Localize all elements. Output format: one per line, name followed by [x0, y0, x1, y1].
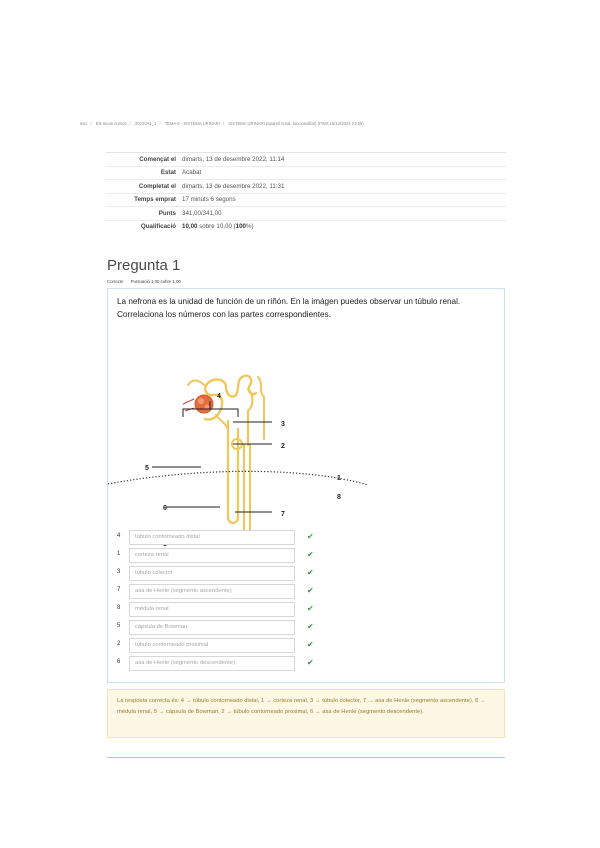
summary-label: Començat el [139, 155, 176, 163]
summary-row [106, 207, 506, 221]
question-meta [107, 279, 181, 284]
answer-number: 8 [117, 605, 121, 611]
answer-select[interactable]: corteza renal [129, 548, 295, 563]
breadcrumb-item-quiz[interactable]: SISTEMA URINARI (aparell renal, funcionalitat) (FINS 15/12/2022 23:55) [228, 121, 364, 126]
breadcrumb-item-course[interactable]: 2022VA1_1 [134, 121, 157, 126]
summary-value: dimarts, 13 de desembre 2022, 11:14 [182, 155, 285, 163]
attempt-summary-table [106, 152, 506, 233]
question-status: Correcte [107, 279, 124, 284]
breadcrumb: Inici / Els meus cursos / 2022VA1_1 / TEMA 8 - SISTEMA URINARI / SISTEMA URINARI (aparell renal, funcionalitat) (FINS 15/12/2022 23:55) [80, 121, 364, 126]
diagram-label-8: 8 [337, 494, 341, 501]
breadcrumb-item-topic[interactable]: TEMA 8 - SISTEMA URINARI [164, 121, 220, 126]
summary-value: Acabat [182, 169, 202, 177]
check-icon: ✔ [307, 604, 314, 613]
summary-row [106, 194, 506, 208]
check-icon: ✔ [307, 640, 314, 649]
answer-select[interactable]: túbulo contorneado distal [129, 530, 295, 545]
check-icon: ✔ [307, 532, 314, 541]
answer-select[interactable]: túbulo colector [129, 566, 295, 581]
summary-label: Qualificació [140, 223, 176, 231]
summary-label: Punts [158, 209, 176, 217]
check-icon: ✔ [307, 586, 314, 595]
section-divider [107, 757, 505, 758]
summary-row [106, 153, 506, 167]
check-icon: ✔ [307, 622, 314, 631]
answer-number: 5 [117, 623, 121, 629]
summary-label: Temps emprat [134, 196, 176, 204]
summary-value: 341,00/341,00 [182, 209, 222, 217]
diagram-label-2: 2 [281, 443, 285, 450]
answer-select[interactable]: asa de Henle (segmento ascendente) [129, 584, 295, 599]
diagram-label-1: 1 [337, 475, 341, 482]
check-icon: ✔ [307, 568, 314, 577]
question-content [107, 288, 505, 683]
answer-number: 6 [117, 659, 121, 665]
breadcrumb-item-courses[interactable]: Els meus cursos [95, 121, 127, 126]
check-icon: ✔ [307, 658, 314, 667]
correct-answer-feedback: La resposta correcta és: 4 → túbulo contorneado distal, 1 → corteza renal, 3 → túbulo colector, 7 → asa de Henle (segmento ascendente), 8 → médula renal, 5 → cápsula de Bowman, 2 → túbulo contorneado proximal, 6 → asa de Henle (segmento descendente). [107, 689, 505, 738]
question-points: Puntuació 1,00 sobre 1,00 [130, 279, 181, 284]
summary-row [106, 221, 506, 234]
grade-value: 10,00 sobre 10,00 (100%) [182, 223, 254, 231]
diagram-label-5: 5 [145, 465, 149, 472]
check-icon: ✔ [307, 550, 314, 559]
answer-select[interactable]: cápsula de Bowman [129, 620, 295, 635]
question-title: Pregunta 1 [107, 257, 181, 274]
diagram-label-6: 6 [163, 505, 167, 512]
answer-select[interactable]: médula renal [129, 602, 295, 617]
summary-row [106, 180, 506, 194]
diagram-label-7: 7 [281, 511, 285, 518]
answer-number: 3 [117, 569, 121, 575]
answer-number: 1 [117, 551, 121, 557]
answer-number: 4 [117, 533, 121, 539]
summary-value: 17 minuts 6 segons [182, 196, 236, 204]
answer-number: 7 [117, 587, 121, 593]
diagram-label-3-top: 3 [281, 421, 285, 428]
summary-label: Estat [160, 169, 176, 177]
answer-select[interactable]: asa de Henle (segmento descendente) [129, 656, 295, 671]
summary-value: dimarts, 13 de desembre 2022, 11:31 [182, 182, 285, 190]
summary-row [106, 167, 506, 181]
nephron-diagram [108, 349, 506, 518]
summary-label: Completat el [138, 182, 176, 190]
question-text: La nefrona es la unidad de función de un riñón. En la imágen puedes observar un túbulo renal. Correlaciona los números con las partes correspondientes. [117, 297, 461, 319]
answer-number: 2 [117, 641, 121, 647]
breadcrumb-item-home[interactable]: Inici [80, 121, 88, 126]
answer-select[interactable]: túbulo contorneado proximal [129, 638, 295, 653]
diagram-label-4: 4 [217, 393, 221, 400]
